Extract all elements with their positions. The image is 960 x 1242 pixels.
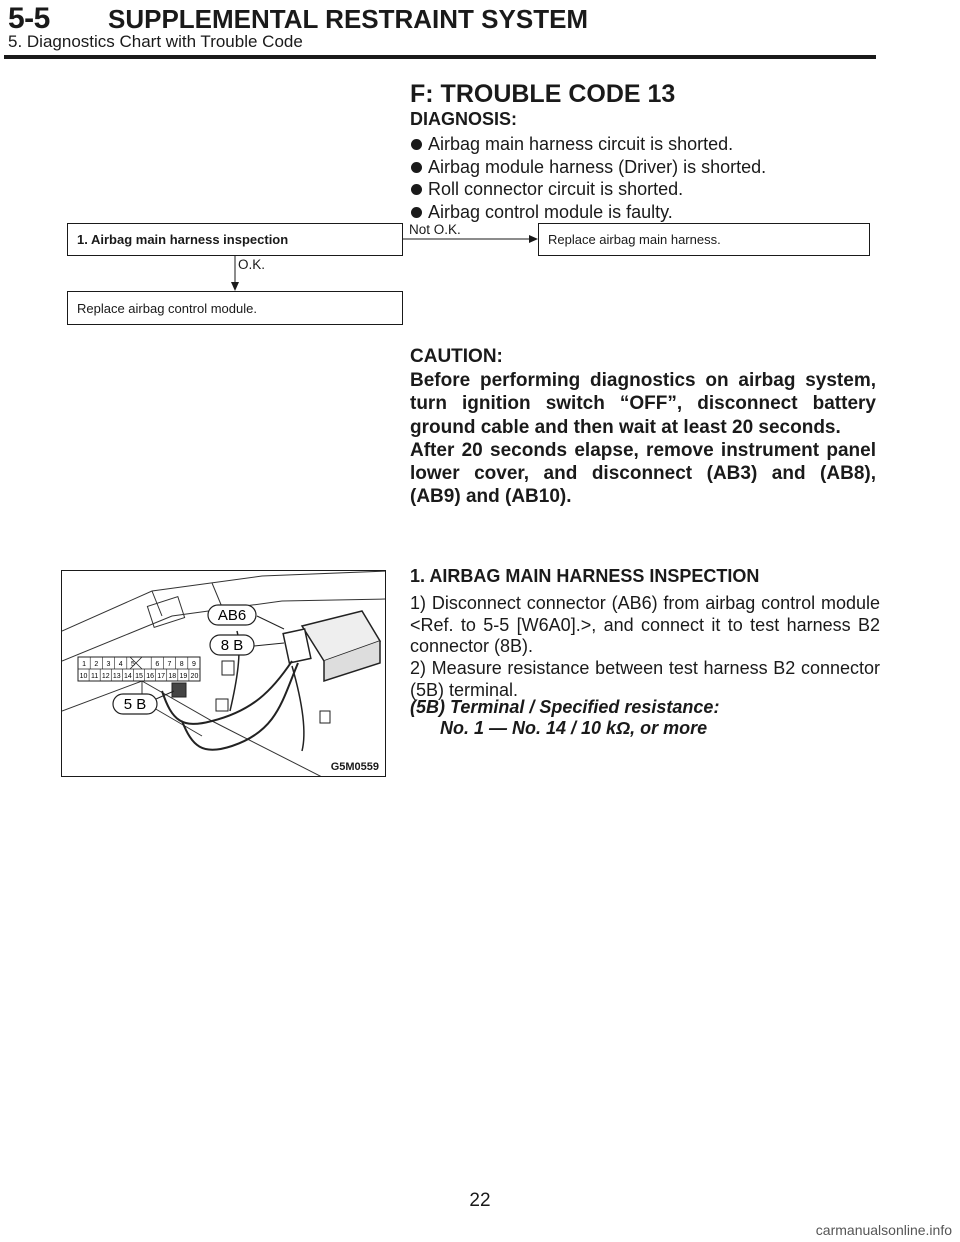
pin-number: 3 (106, 661, 111, 668)
arrow-down-icon (231, 282, 239, 291)
spec-label: (5B) Terminal / Specified resistance: (410, 697, 720, 717)
arrow-right-icon (529, 235, 538, 243)
section-number: 5-5 (8, 2, 50, 35)
diagnosis-label: DIAGNOSIS: (410, 109, 518, 129)
ok-action-box: Replace airbag control module. (67, 291, 403, 325)
spec-value: No. 1 — No. 14 / 10 kΩ, or more (440, 718, 708, 738)
pin-number: 14 (124, 673, 132, 680)
pin-number: 20 (190, 673, 199, 680)
pin-number: 8 (179, 661, 184, 668)
caution-body (410, 369, 876, 509)
section-title: F: TROUBLE CODE 13 (410, 80, 676, 108)
pin-number: 4 (118, 661, 123, 668)
inspection-step-1: 1) Disconnect connector (AB6) from airbag control module <Ref. to 5-5 [W6A0].>, and connect it to test harness B2 connector (8B). (410, 593, 880, 656)
pin-number: 10 (79, 673, 88, 680)
pin-number: 5 (130, 661, 135, 668)
pin-number: 16 (146, 673, 154, 680)
caution-paragraph: Before performing diagnostics on airbag system, turn ignition switch “OFF”, disconnect battery ground cable and then wait at least 20 seconds. (410, 370, 876, 438)
harness-illustration (62, 571, 386, 777)
pin-number: 11 (90, 673, 99, 680)
diagnosis-item: Airbag control module is faulty. (428, 201, 673, 222)
caution-paragraph: After 20 seconds elapse, remove instrument panel lower cover, and disconnect (AB3) and (AB8), (AB9) and (AB10). (410, 439, 876, 508)
pin-number: 19 (179, 673, 188, 680)
diagnosis-item: Airbag main harness circuit is shorted. (428, 134, 734, 154)
diagnosis-item: Airbag module harness (Driver) is shorted. (428, 156, 767, 177)
pin-number: 17 (157, 673, 166, 680)
page-title: SUPPLEMENTAL RESTRAINT SYSTEM (108, 4, 589, 34)
pin-number: 13 (112, 673, 121, 680)
callout-8b-label: 8 B (220, 637, 244, 654)
figure-code: G5M0559 (330, 761, 379, 773)
pin-number: 9 (191, 661, 196, 668)
diagnosis-item: Roll connector circuit is shorted. (428, 179, 684, 199)
pin-number: 15 (135, 673, 143, 680)
pin-number: 2 (94, 661, 99, 668)
watermark: carmanualsonline.info (815, 1222, 952, 1238)
flowchart-step-box: 1. Airbag main harness inspection (67, 223, 403, 256)
caution-heading: CAUTION: (410, 346, 503, 367)
pin-number: 1 (82, 661, 87, 668)
ok-label: O.K. (238, 257, 266, 272)
pin-number: 7 (167, 661, 172, 668)
pin-number: 6 (155, 661, 160, 668)
inspection-step-2: 2) Measure resistance between test harness B2 connector (5B) terminal. (410, 658, 880, 700)
harness-figure (61, 570, 386, 777)
page-number: 22 (469, 1190, 491, 1211)
inspection-title: 1. AIRBAG MAIN HARNESS INSPECTION (410, 566, 760, 586)
connector-pin-table (78, 657, 200, 681)
pin-number: 12 (101, 673, 110, 680)
not-ok-action-box: Replace airbag main harness. (538, 223, 870, 256)
page-subtitle: 5. Diagnostics Chart with Trouble Code (8, 32, 303, 51)
callout-ab6-label: AB6 (217, 607, 247, 624)
pin-number: 18 (168, 673, 177, 680)
not-ok-label: Not O.K. (409, 222, 461, 237)
flowchart-arrows (0, 0, 960, 340)
callout-5b-label: 5 B (123, 696, 147, 713)
